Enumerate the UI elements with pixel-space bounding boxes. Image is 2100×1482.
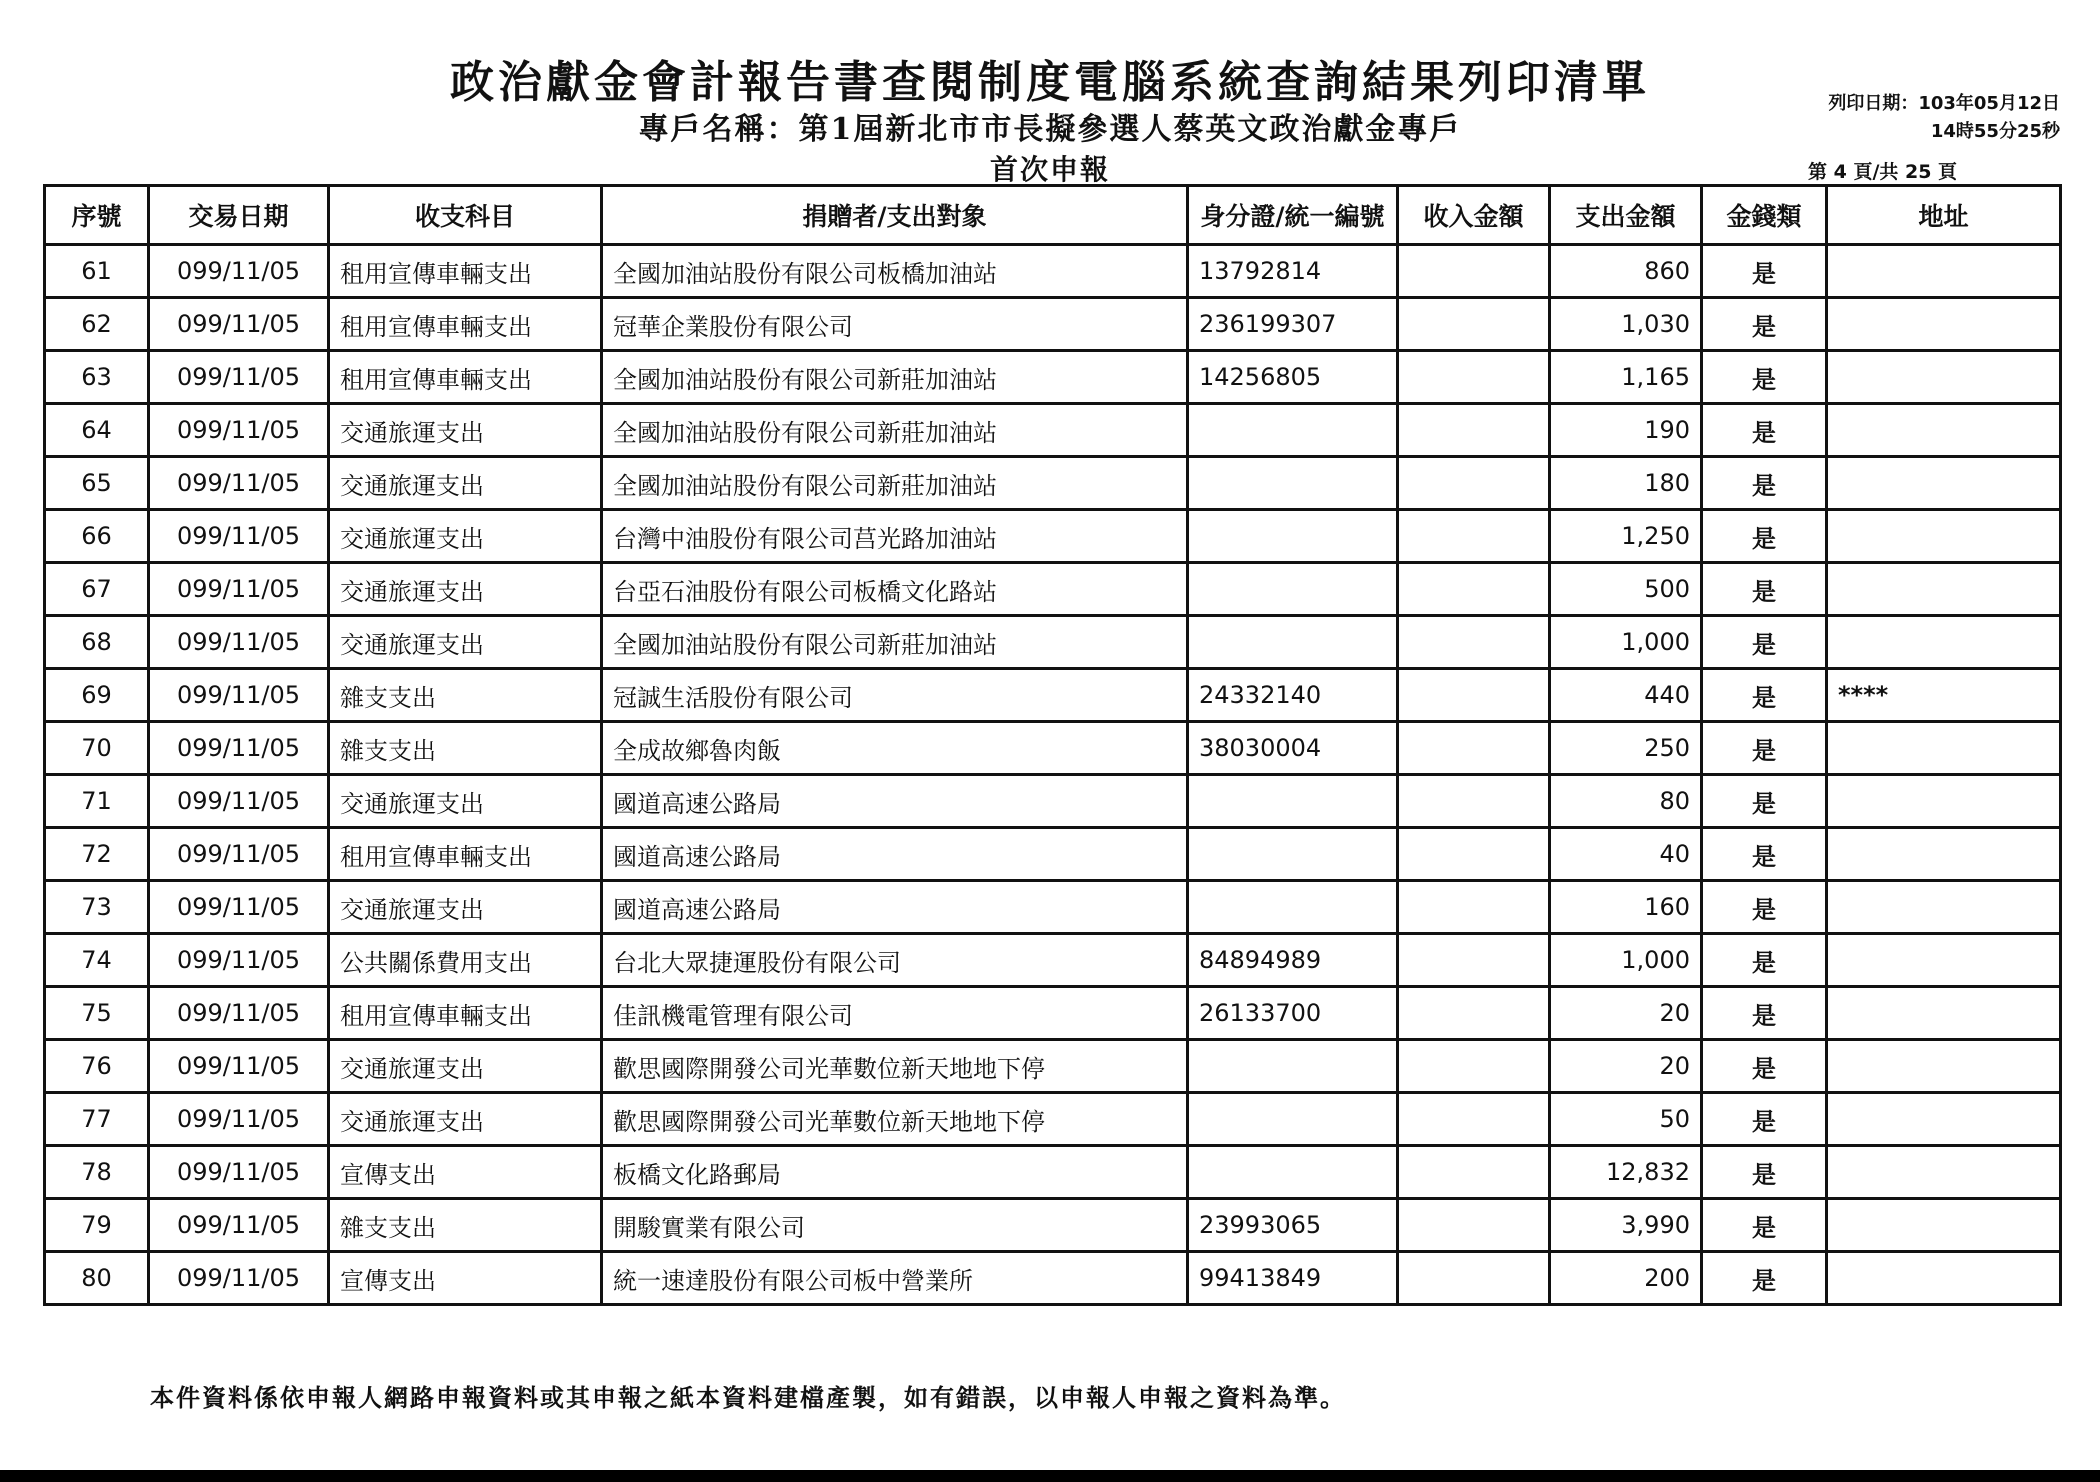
cell-id-number: 38030004 (1188, 722, 1398, 775)
cell-transaction-date: 099/11/05 (149, 1252, 329, 1305)
cell-money-type: 是 (1702, 404, 1827, 457)
cell-expense: 40 (1550, 828, 1702, 881)
table-row (45, 775, 2061, 828)
header-transaction-date: 交易日期 (149, 186, 329, 245)
table-row (45, 1040, 2061, 1093)
cell-money-type: 是 (1702, 881, 1827, 934)
cell-serial-no: 61 (45, 245, 149, 298)
cell-address (1827, 934, 2061, 987)
cell-money-type: 是 (1702, 510, 1827, 563)
cell-expense: 80 (1550, 775, 1702, 828)
table-body (45, 245, 2061, 1305)
cell-address (1827, 245, 2061, 298)
cell-id-number (1188, 775, 1398, 828)
cell-money-type: 是 (1702, 987, 1827, 1040)
cell-transaction-date: 099/11/05 (149, 616, 329, 669)
cell-category: 公共關係費用支出 (329, 934, 602, 987)
cell-address (1827, 457, 2061, 510)
cell-address (1827, 828, 2061, 881)
table-row (45, 351, 2061, 404)
cell-payee: 冠誠生活股份有限公司 (602, 669, 1188, 722)
header-payee: 捐贈者/支出對象 (602, 186, 1188, 245)
cell-id-number (1188, 616, 1398, 669)
cell-category: 租用宣傳車輛支出 (329, 987, 602, 1040)
cell-payee: 全國加油站股份有限公司新莊加油站 (602, 616, 1188, 669)
cell-money-type: 是 (1702, 1252, 1827, 1305)
cell-money-type: 是 (1702, 669, 1827, 722)
header-expense: 支出金額 (1550, 186, 1702, 245)
cell-income (1398, 1199, 1550, 1252)
cell-money-type: 是 (1702, 298, 1827, 351)
cell-expense: 50 (1550, 1093, 1702, 1146)
cell-transaction-date: 099/11/05 (149, 351, 329, 404)
cell-category: 租用宣傳車輛支出 (329, 245, 602, 298)
table-row (45, 1199, 2061, 1252)
cell-money-type: 是 (1702, 934, 1827, 987)
cell-income (1398, 404, 1550, 457)
cell-income (1398, 351, 1550, 404)
cell-category: 交通旅運支出 (329, 563, 602, 616)
cell-payee: 開駿實業有限公司 (602, 1199, 1188, 1252)
cell-category: 交通旅運支出 (329, 881, 602, 934)
cell-id-number (1188, 563, 1398, 616)
table-row (45, 934, 2061, 987)
cell-expense: 250 (1550, 722, 1702, 775)
table-row (45, 722, 2061, 775)
table-row (45, 1093, 2061, 1146)
cell-money-type: 是 (1702, 775, 1827, 828)
cell-money-type: 是 (1702, 828, 1827, 881)
cell-category: 交通旅運支出 (329, 457, 602, 510)
cell-serial-no: 68 (45, 616, 149, 669)
cell-transaction-date: 099/11/05 (149, 457, 329, 510)
cell-category: 交通旅運支出 (329, 510, 602, 563)
cell-income (1398, 828, 1550, 881)
cell-expense: 860 (1550, 245, 1702, 298)
cell-income (1398, 669, 1550, 722)
cell-money-type: 是 (1702, 563, 1827, 616)
cell-expense: 1,250 (1550, 510, 1702, 563)
cell-expense: 3,990 (1550, 1199, 1702, 1252)
cell-category: 宣傳支出 (329, 1146, 602, 1199)
cell-payee: 全成故鄉魯肉飯 (602, 722, 1188, 775)
cell-serial-no: 63 (45, 351, 149, 404)
cell-address (1827, 404, 2061, 457)
cell-payee: 冠華企業股份有限公司 (602, 298, 1188, 351)
header-id-number: 身分證/統一編號 (1188, 186, 1398, 245)
cell-serial-no: 62 (45, 298, 149, 351)
cell-expense: 190 (1550, 404, 1702, 457)
header-money-type: 金錢類 (1702, 186, 1827, 245)
cell-expense: 12,832 (1550, 1146, 1702, 1199)
cell-address (1827, 775, 2061, 828)
cell-income (1398, 457, 1550, 510)
cell-income (1398, 510, 1550, 563)
table-row (45, 987, 2061, 1040)
cell-address (1827, 563, 2061, 616)
report-title: 政治獻金會計報告書查閱制度電腦系統查詢結果列印清單 (450, 57, 1650, 108)
cell-serial-no: 70 (45, 722, 149, 775)
cell-expense: 1,000 (1550, 934, 1702, 987)
cell-category: 租用宣傳車輛支出 (329, 351, 602, 404)
cell-address (1827, 1093, 2061, 1146)
cell-transaction-date: 099/11/05 (149, 1093, 329, 1146)
cell-id-number: 13792814 (1188, 245, 1398, 298)
cell-income (1398, 775, 1550, 828)
cell-payee: 國道高速公路局 (602, 881, 1188, 934)
cell-income (1398, 1040, 1550, 1093)
cell-address: **** (1827, 669, 2061, 722)
table-row (45, 563, 2061, 616)
cell-money-type: 是 (1702, 1093, 1827, 1146)
cell-transaction-date: 099/11/05 (149, 934, 329, 987)
cell-transaction-date: 099/11/05 (149, 669, 329, 722)
table-row (45, 298, 2061, 351)
cell-expense: 1,030 (1550, 298, 1702, 351)
cell-serial-no: 80 (45, 1252, 149, 1305)
cell-id-number (1188, 457, 1398, 510)
table-row (45, 669, 2061, 722)
cell-serial-no: 73 (45, 881, 149, 934)
cell-payee: 台亞石油股份有限公司板橋文化路站 (602, 563, 1188, 616)
table-row (45, 828, 2061, 881)
cell-payee: 全國加油站股份有限公司新莊加油站 (602, 351, 1188, 404)
cell-money-type: 是 (1702, 245, 1827, 298)
cell-income (1398, 1093, 1550, 1146)
cell-id-number: 23993065 (1188, 1199, 1398, 1252)
cell-money-type: 是 (1702, 457, 1827, 510)
cell-payee: 台北大眾捷運股份有限公司 (602, 934, 1188, 987)
cell-serial-no: 79 (45, 1199, 149, 1252)
cell-transaction-date: 099/11/05 (149, 828, 329, 881)
cell-income (1398, 987, 1550, 1040)
cell-payee: 歡思國際開發公司光華數位新天地地下停 (602, 1093, 1188, 1146)
cell-payee: 板橋文化路郵局 (602, 1146, 1188, 1199)
cell-expense: 20 (1550, 987, 1702, 1040)
cell-address (1827, 1199, 2061, 1252)
cell-serial-no: 66 (45, 510, 149, 563)
cell-id-number (1188, 1093, 1398, 1146)
cell-transaction-date: 099/11/05 (149, 1199, 329, 1252)
cell-expense: 180 (1550, 457, 1702, 510)
cell-money-type: 是 (1702, 616, 1827, 669)
print-date: 列印日期：103年05月12日 (1828, 93, 2060, 114)
cell-expense: 500 (1550, 563, 1702, 616)
cell-transaction-date: 099/11/05 (149, 298, 329, 351)
cell-serial-no: 69 (45, 669, 149, 722)
cell-payee: 國道高速公路局 (602, 828, 1188, 881)
cell-payee: 全國加油站股份有限公司板橋加油站 (602, 245, 1188, 298)
table-row (45, 245, 2061, 298)
cell-serial-no: 76 (45, 1040, 149, 1093)
cell-income (1398, 563, 1550, 616)
header-category: 收支科目 (329, 186, 602, 245)
cell-expense: 440 (1550, 669, 1702, 722)
cell-category: 租用宣傳車輛支出 (329, 298, 602, 351)
cell-money-type: 是 (1702, 351, 1827, 404)
cell-expense: 200 (1550, 1252, 1702, 1305)
cell-category: 交通旅運支出 (329, 775, 602, 828)
cell-serial-no: 77 (45, 1093, 149, 1146)
cell-address (1827, 987, 2061, 1040)
cell-address (1827, 616, 2061, 669)
cell-payee: 統一速達股份有限公司板中營業所 (602, 1252, 1188, 1305)
cell-transaction-date: 099/11/05 (149, 722, 329, 775)
cell-money-type: 是 (1702, 1146, 1827, 1199)
cell-id-number (1188, 404, 1398, 457)
cell-category: 租用宣傳車輛支出 (329, 828, 602, 881)
cell-transaction-date: 099/11/05 (149, 1040, 329, 1093)
scan-edge-bar (0, 1470, 2100, 1482)
cell-transaction-date: 099/11/05 (149, 1146, 329, 1199)
header-address: 地址 (1827, 186, 2061, 245)
cell-id-number: 24332140 (1188, 669, 1398, 722)
cell-transaction-date: 099/11/05 (149, 510, 329, 563)
cell-income (1398, 722, 1550, 775)
cell-income (1398, 1146, 1550, 1199)
cell-income (1398, 616, 1550, 669)
cell-serial-no: 65 (45, 457, 149, 510)
cell-category: 雜支支出 (329, 669, 602, 722)
cell-category: 宣傳支出 (329, 1252, 602, 1305)
cell-expense: 160 (1550, 881, 1702, 934)
cell-serial-no: 67 (45, 563, 149, 616)
cell-address (1827, 351, 2061, 404)
table-row (45, 510, 2061, 563)
cell-money-type: 是 (1702, 1040, 1827, 1093)
table-row (45, 616, 2061, 669)
cell-category: 雜支支出 (329, 722, 602, 775)
footer-note: 本件資料係依申報人網路申報資料或其申報之紙本資料建檔產製，如有錯誤，以申報人申報之資料為準。 (150, 1383, 1346, 1412)
header-income: 收入金額 (1398, 186, 1550, 245)
cell-serial-no: 75 (45, 987, 149, 1040)
account-name: 專戶名稱：第1屆新北市市長擬參選人蔡英文政治獻金專戶 (638, 112, 1462, 147)
cell-income (1398, 881, 1550, 934)
print-timestamp (1828, 90, 2060, 146)
cell-transaction-date: 099/11/05 (149, 881, 329, 934)
cell-payee: 台灣中油股份有限公司莒光路加油站 (602, 510, 1188, 563)
page-indicator: 第 4 頁/共 25 頁 (1808, 161, 1958, 183)
cell-money-type: 是 (1702, 722, 1827, 775)
cell-serial-no: 71 (45, 775, 149, 828)
table-row (45, 1252, 2061, 1305)
cell-id-number: 84894989 (1188, 934, 1398, 987)
cell-transaction-date: 099/11/05 (149, 563, 329, 616)
cell-income (1398, 934, 1550, 987)
cell-transaction-date: 099/11/05 (149, 987, 329, 1040)
cell-income (1398, 1252, 1550, 1305)
cell-address (1827, 510, 2061, 563)
table-row (45, 1146, 2061, 1199)
cell-income (1398, 245, 1550, 298)
cell-id-number: 236199307 (1188, 298, 1398, 351)
cell-address (1827, 1040, 2061, 1093)
cell-id-number (1188, 1146, 1398, 1199)
cell-address (1827, 881, 2061, 934)
cell-serial-no: 74 (45, 934, 149, 987)
cell-category: 雜支支出 (329, 1199, 602, 1252)
cell-payee: 全國加油站股份有限公司新莊加油站 (602, 457, 1188, 510)
cell-category: 交通旅運支出 (329, 616, 602, 669)
cell-expense: 20 (1550, 1040, 1702, 1093)
header-serial-no: 序號 (45, 186, 149, 245)
cell-payee: 歡思國際開發公司光華數位新天地地下停 (602, 1040, 1188, 1093)
cell-payee: 全國加油站股份有限公司新莊加油站 (602, 404, 1188, 457)
cell-serial-no: 78 (45, 1146, 149, 1199)
cell-id-number (1188, 828, 1398, 881)
table-row (45, 881, 2061, 934)
filing-type: 首次申報 (989, 153, 1110, 186)
cell-transaction-date: 099/11/05 (149, 775, 329, 828)
cell-serial-no: 64 (45, 404, 149, 457)
cell-category: 交通旅運支出 (329, 404, 602, 457)
cell-serial-no: 72 (45, 828, 149, 881)
cell-id-number: 26133700 (1188, 987, 1398, 1040)
cell-money-type: 是 (1702, 1199, 1827, 1252)
cell-id-number: 14256805 (1188, 351, 1398, 404)
cell-transaction-date: 099/11/05 (149, 404, 329, 457)
cell-income (1398, 298, 1550, 351)
cell-id-number (1188, 1040, 1398, 1093)
cell-id-number (1188, 881, 1398, 934)
table-row (45, 457, 2061, 510)
cell-category: 交通旅運支出 (329, 1093, 602, 1146)
cell-address (1827, 1252, 2061, 1305)
cell-address (1827, 1146, 2061, 1199)
cell-transaction-date: 099/11/05 (149, 245, 329, 298)
cell-id-number: 99413849 (1188, 1252, 1398, 1305)
cell-category: 交通旅運支出 (329, 1040, 602, 1093)
expense-ledger-table (43, 184, 2062, 1306)
table-row (45, 404, 2061, 457)
cell-expense: 1,165 (1550, 351, 1702, 404)
cell-payee: 國道高速公路局 (602, 775, 1188, 828)
cell-expense: 1,000 (1550, 616, 1702, 669)
cell-payee: 佳訊機電管理有限公司 (602, 987, 1188, 1040)
table-header-row (45, 186, 2061, 245)
cell-address (1827, 722, 2061, 775)
cell-address (1827, 298, 2061, 351)
print-time: 14時55分25秒 (1930, 121, 2060, 142)
cell-id-number (1188, 510, 1398, 563)
